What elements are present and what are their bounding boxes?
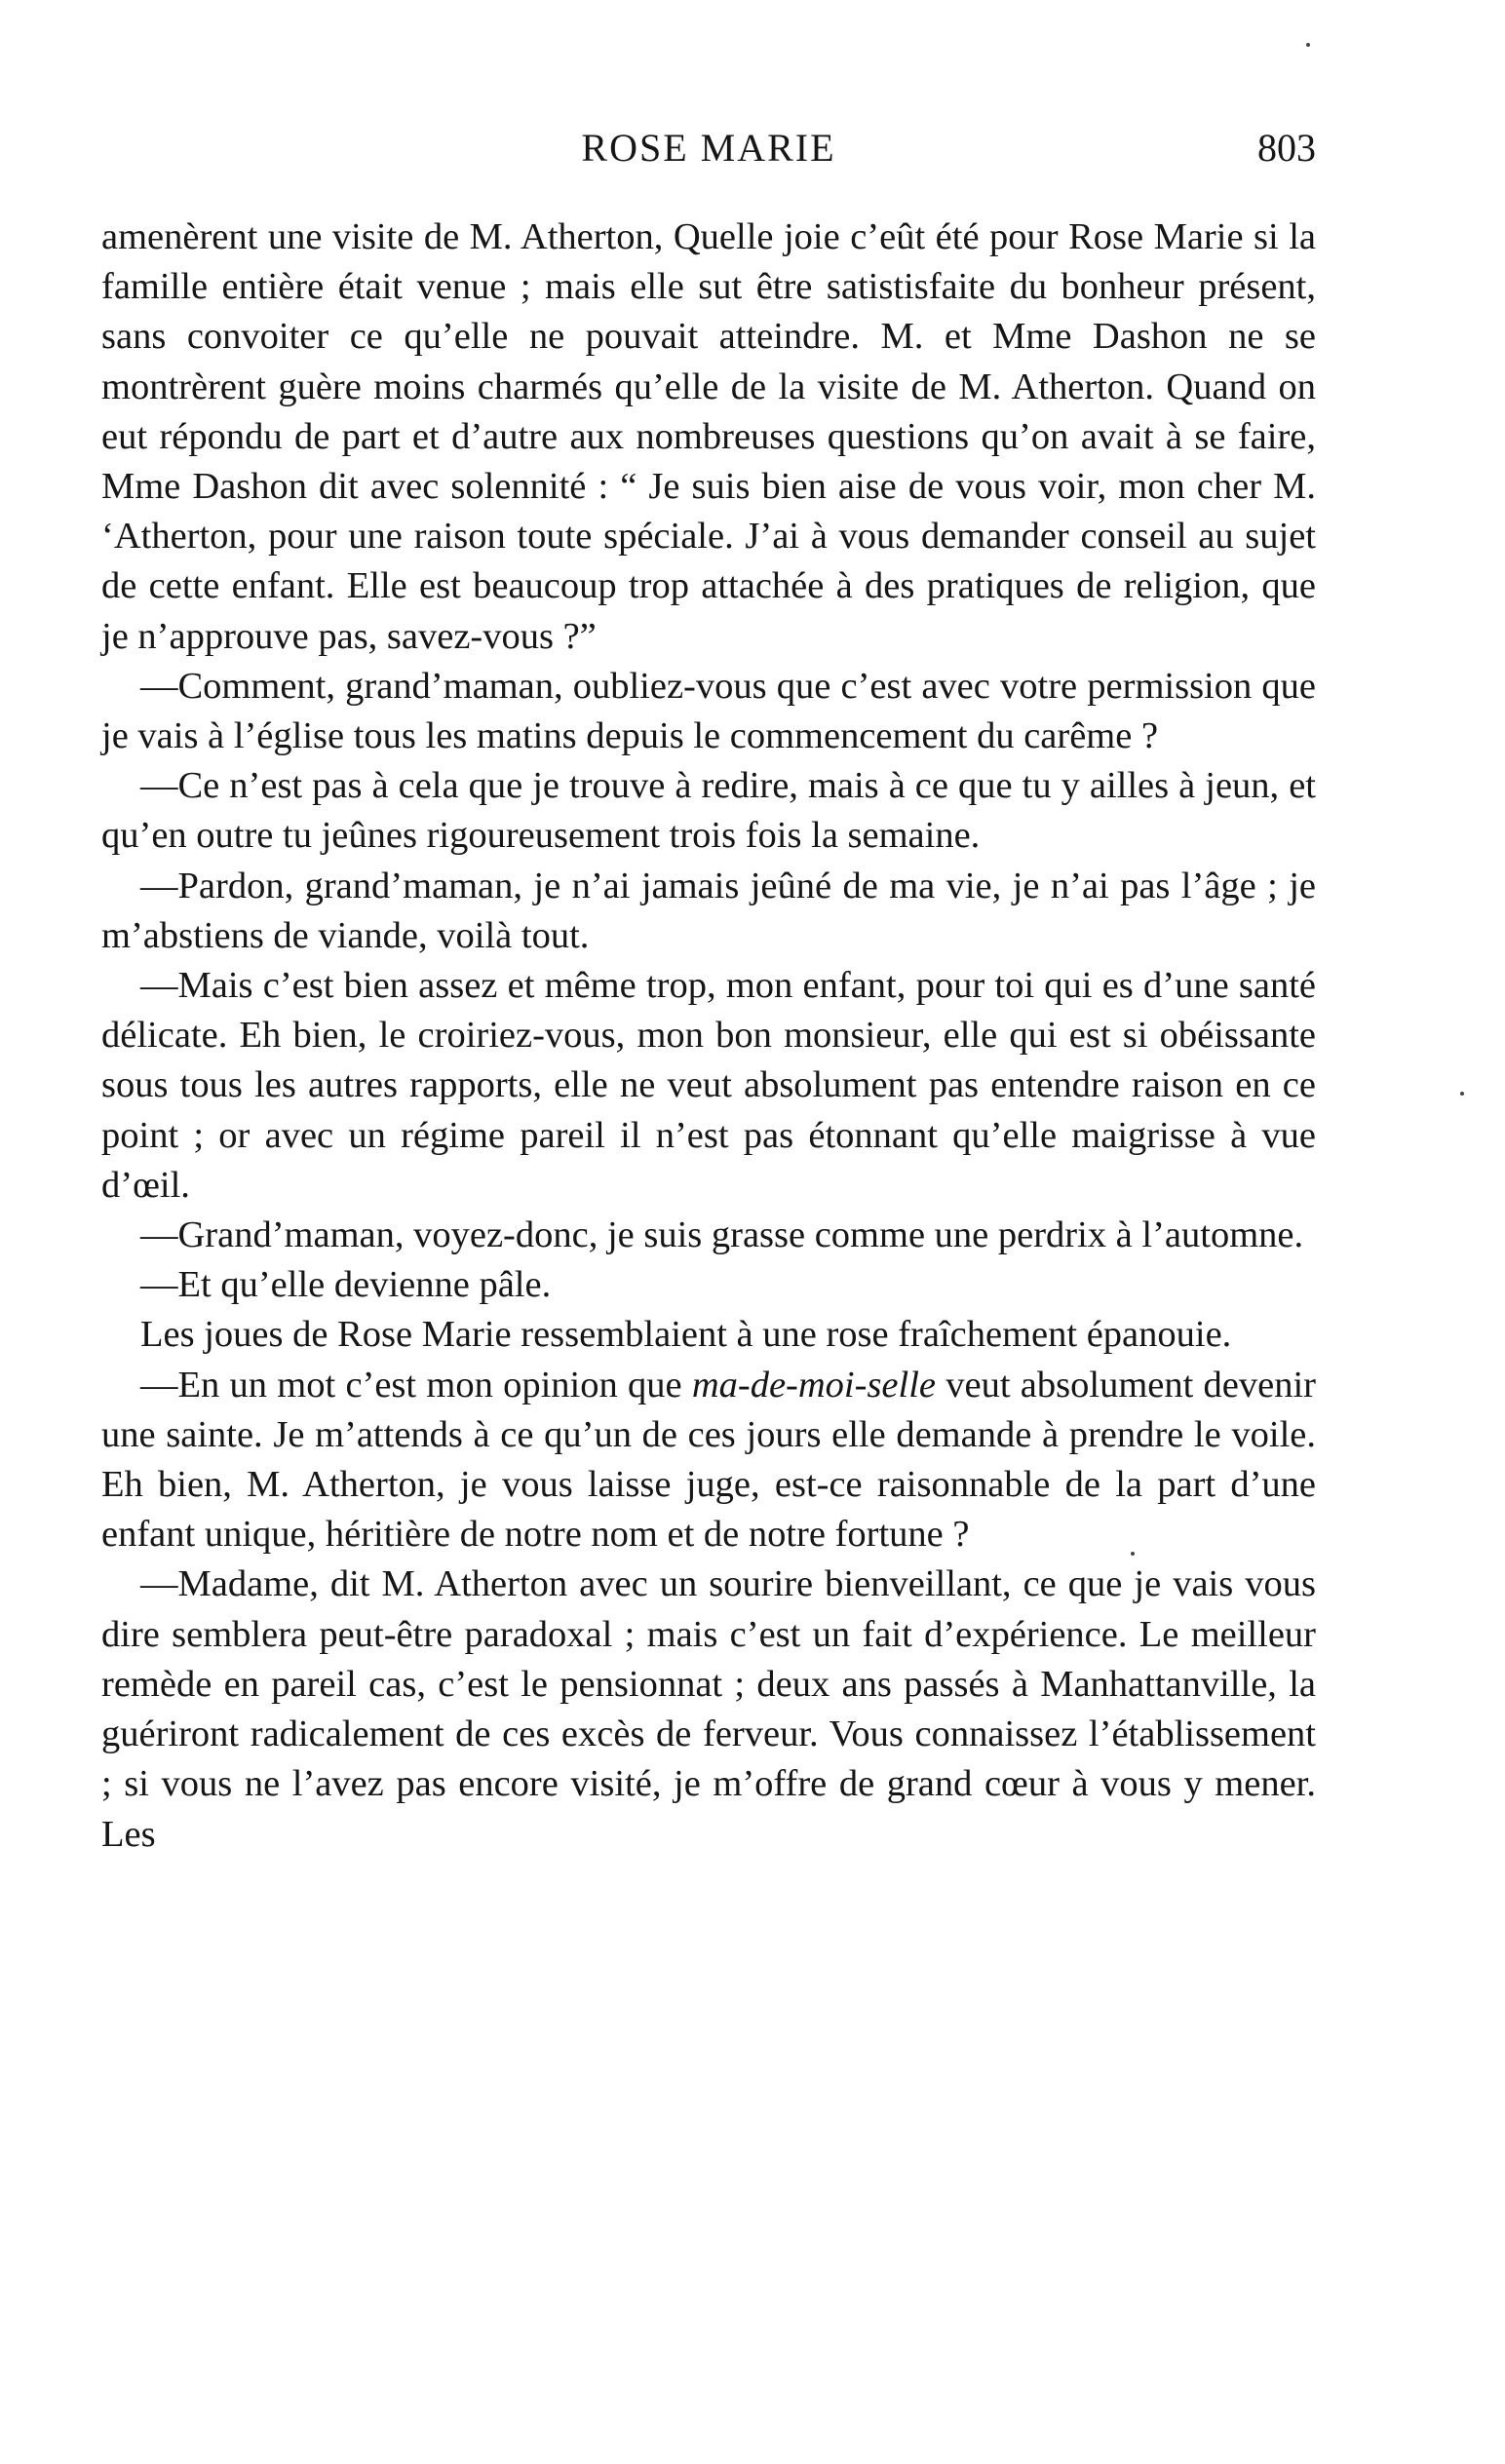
paragraph-9 xyxy=(101,1361,1316,1560)
body-text xyxy=(101,212,1316,1860)
paragraph-9-after: veut absolument devenir une sainte. Je m’attends à ce qu’un de ces jours elle demande à prendre le voile. Eh bien, M. Atherton, je vous laisse juge, est-ce raisonnable de la part d’une enfant unique, héritière de notre nom et de notre fortune ? xyxy=(101,1364,1317,1556)
paragraph-5: —Mais c’est bien assez et même trop, mon enfant, pour toi qui es d’une santé délicate. Eh bien, le croiriez-vous, mon bon monsieur, elle qui est si obéissante sous tous les autres rapports, elle ne veut absolument pas entendre raison en ce point ; or avec un régime pareil il n’est pas étonnant qu’elle maigrisse à vue d’œil. xyxy=(101,965,1316,1206)
paragraph-9-emphasis: ma-de-moi-selle xyxy=(691,1364,936,1405)
paragraph-7: —Et qu’elle devienne pâle. xyxy=(140,1264,552,1306)
scan-speck xyxy=(1306,43,1310,47)
paragraph-9-before: —En un mot c’est mon opinion que xyxy=(140,1364,692,1405)
paragraph-10: —Madame, dit M. Atherton avec un sourire bienveillant, ce que je vais vous dire semblera peut-être paradoxal ; mais c’est un fait d’expérience. Le meilleur remède en pareil cas, c’est le pensionnat ; deux ans passés à Manhattanville, la guériront radicalement de ces excès de ferveur. Vous connaissez l’établissement ; si vous ne l’avez pas encore visité, je m’offre de grand cœur à vous y mener. Les xyxy=(101,1563,1316,1855)
paragraph-8: Les joues de Rose Marie ressemblaient à une rose fraîchement épanouie. xyxy=(140,1314,1232,1356)
paragraph-4: —Pardon, grand’maman, je n’ai jamais jeûné de ma vie, je n’ai pas l’âge ; je m’abstiens de viande, voilà tout. xyxy=(101,865,1316,956)
paragraph-3: —Ce n’est pas à cela que je trouve à redire, mais à ce que tu y ailles à jeun, et qu’en outre tu jeûnes rigoureusement trois fois la semaine. xyxy=(101,765,1316,857)
paragraph-2: —Comment, grand’maman, oubliez-vous que c’est avec votre permission que je vais à l’église tous les matins depuis le commencement du carême ? xyxy=(101,665,1316,757)
running-title: ROSE MARIE xyxy=(581,126,836,170)
running-head xyxy=(101,123,1316,173)
paragraph-1: amenèrent une visite de M. Atherton, Quelle joie c’eût été pour Rose Marie si la famille entière était venue ; mais elle sut être satistisfaite du bonheur présent, sans convoiter ce qu’elle ne pouvait atteindre. M. et Mme Dashon ne se montrèrent guère moins charmés qu’elle de la visite de M. Atherton. Quand on eut répondu de part et d’autre aux nombreuses questions qu’on avait à se faire, Mme Dashon dit avec solennité : “ Je suis bien aise de vous voir, mon cher M. ‘Atherton, pour une raison toute spéciale. J’ai à vous demander conseil au sujet de cette enfant. Elle est beaucoup trop attachée à des pratiques de religion, que je n’approuve pas, savez-vous ?” xyxy=(101,216,1316,657)
paragraph-6: —Grand’maman, voyez-donc, je suis grasse comme une perdrix à l’automne. xyxy=(140,1214,1304,1256)
scan-speck xyxy=(1131,1552,1135,1556)
page-number: 803 xyxy=(1257,126,1316,170)
scan-speck xyxy=(1460,1092,1464,1096)
